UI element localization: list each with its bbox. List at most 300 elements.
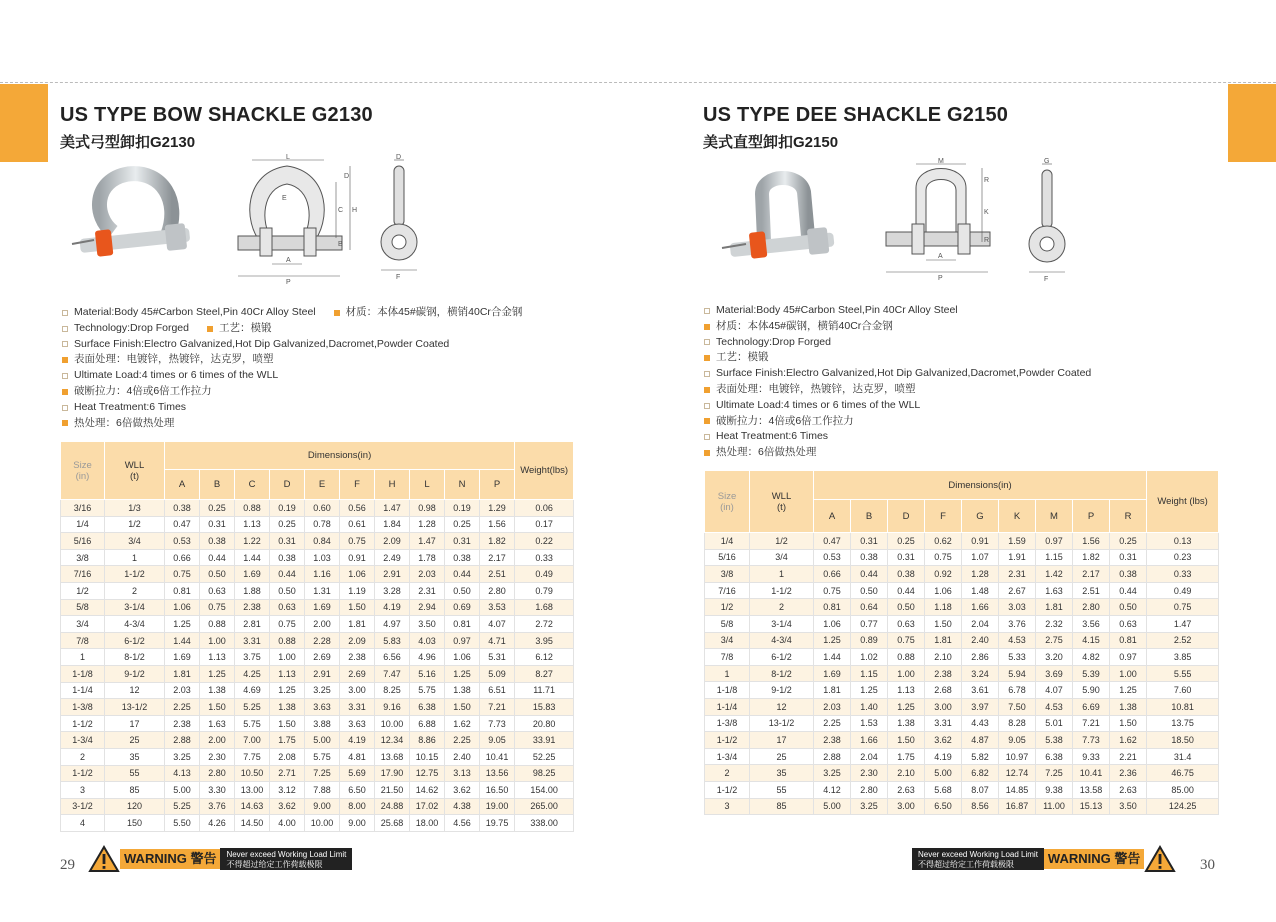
table-cell: 10.00 — [375, 715, 410, 732]
table-cell: 0.44 — [888, 582, 925, 599]
dimension-column-header: R — [1110, 500, 1147, 533]
page-subtitle: 美式弓型卸扣G2130 — [60, 134, 196, 151]
table-cell: 1-3/8 — [705, 715, 750, 732]
table-cell: 19.00 — [480, 798, 515, 815]
table-cell: 1.03 — [305, 549, 340, 566]
table-cell: 13.75 — [1147, 715, 1219, 732]
table-cell: 0.53 — [814, 549, 851, 566]
table-row — [705, 582, 1219, 599]
table-cell: 7.88 — [305, 782, 340, 799]
table-cell: 0.75 — [1147, 599, 1219, 616]
table-row — [705, 732, 1219, 749]
table-cell: 0.50 — [270, 582, 305, 599]
bullet-square-filled-icon — [334, 310, 340, 316]
table-cell: 12.74 — [999, 765, 1036, 782]
table-cell: 5.25 — [165, 798, 200, 815]
spec-text: Ultimate Load:4 times or 6 times of the WLL — [74, 369, 279, 382]
table-cell: 5.75 — [410, 682, 445, 699]
table-row — [61, 582, 574, 599]
table-cell: 1-1/2 — [705, 781, 750, 798]
table-cell: 20.80 — [515, 715, 574, 732]
table-cell: 0.75 — [814, 582, 851, 599]
table-cell: 1.81 — [1036, 599, 1073, 616]
page-number: 30 — [1200, 857, 1215, 873]
table-cell: 4.19 — [925, 748, 962, 765]
svg-text:F: F — [1044, 276, 1049, 283]
table-cell: 0.88 — [270, 632, 305, 649]
table-cell: 1 — [750, 566, 814, 583]
bullet-square-filled-icon — [62, 357, 68, 363]
table-cell: 2.67 — [999, 582, 1036, 599]
table-cell: 1.38 — [200, 682, 235, 699]
table-cell: 1/2 — [750, 533, 814, 550]
table-cell: 8.25 — [375, 682, 410, 699]
table-cell: 1.69 — [235, 566, 270, 583]
bullet-square-filled-icon — [62, 389, 68, 395]
dimension-column-header: C — [235, 470, 270, 500]
table-cell: 2 — [705, 765, 750, 782]
table-cell: 3.03 — [999, 599, 1036, 616]
table-cell: 2.80 — [851, 781, 888, 798]
table-cell: 5/16 — [61, 533, 105, 550]
table-cell: 2.32 — [1036, 615, 1073, 632]
table-cell: 1.38 — [270, 699, 305, 716]
table-cell: 1.13 — [200, 649, 235, 666]
table-row — [61, 533, 574, 550]
table-cell: 1.06 — [814, 615, 851, 632]
table-cell: 3.00 — [888, 798, 925, 815]
table-cell: 3.53 — [480, 599, 515, 616]
table-cell: 3.25 — [851, 798, 888, 815]
table-row — [61, 632, 574, 649]
spec-item — [62, 305, 522, 321]
table-row — [61, 500, 574, 517]
table-cell: 5.09 — [480, 665, 515, 682]
table-cell: 1 — [105, 549, 165, 566]
spec-item — [704, 414, 1091, 430]
dimension-column-header: E — [305, 470, 340, 500]
table-cell: 1.06 — [165, 599, 200, 616]
table-cell: 85 — [105, 782, 165, 799]
table-row — [61, 665, 574, 682]
dimension-column-header: A — [165, 470, 200, 500]
table-cell: 1-1/2 — [750, 582, 814, 599]
table-cell: 13.56 — [480, 765, 515, 782]
table-cell: 4.13 — [165, 765, 200, 782]
table-cell: 1/4 — [61, 516, 105, 533]
table-cell: 3.76 — [999, 615, 1036, 632]
table-cell: 10.15 — [410, 748, 445, 765]
weight-header: Weight (lbs) — [1147, 471, 1219, 533]
table-cell: 17.90 — [375, 765, 410, 782]
svg-text:H: H — [352, 207, 358, 214]
spec-text: 破断拉力：4倍或6倍工作拉力 — [74, 384, 212, 397]
table-cell: 3.88 — [305, 715, 340, 732]
table-cell: 2.63 — [1110, 781, 1147, 798]
table-row — [61, 765, 574, 782]
table-cell: 0.31 — [200, 516, 235, 533]
table-cell: 3.25 — [305, 682, 340, 699]
table-cell: 1.44 — [165, 632, 200, 649]
spec-item — [704, 350, 1091, 366]
table-cell: 0.38 — [200, 533, 235, 550]
table-cell: 3.30 — [200, 782, 235, 799]
table-cell: 1.13 — [888, 682, 925, 699]
table-row — [61, 699, 574, 716]
warning-triangle-icon — [1144, 845, 1176, 873]
table-cell: 5.75 — [235, 715, 270, 732]
spec-text: Ultimate Load:4 times or 6 times of the WLL — [716, 398, 921, 411]
dimension-column-header: A — [814, 500, 851, 533]
table-cell: 7.73 — [1073, 732, 1110, 749]
table-cell: 12.34 — [375, 732, 410, 749]
table-cell: 1.25 — [200, 665, 235, 682]
bullet-square-hollow-icon — [704, 434, 710, 440]
table-cell: 0.88 — [888, 649, 925, 666]
table-cell: 3.50 — [410, 616, 445, 633]
table-cell: 0.66 — [814, 566, 851, 583]
table-cell: 6.51 — [480, 682, 515, 699]
table-cell: 2.36 — [1110, 765, 1147, 782]
bullet-square-filled-icon — [704, 450, 710, 456]
table-cell: 2.86 — [962, 649, 999, 666]
table-cell: 2.88 — [814, 748, 851, 765]
table-cell: 3/4 — [705, 632, 750, 649]
table-cell: 13.00 — [235, 782, 270, 799]
table-cell: 1.62 — [1110, 732, 1147, 749]
spec-item — [62, 352, 522, 368]
table-cell: 2.10 — [925, 649, 962, 666]
table-cell: 31.4 — [1147, 748, 1219, 765]
spec-item — [704, 445, 1091, 461]
table-cell: 0.53 — [165, 533, 200, 550]
table-cell: 0.31 — [445, 533, 480, 550]
table-cell: 4.56 — [445, 815, 480, 832]
spec-item — [704, 335, 1091, 351]
dimension-column-header: N — [445, 470, 480, 500]
spec-text: 工艺：模锻 — [716, 351, 769, 364]
table-cell: 3.97 — [962, 698, 999, 715]
table-cell: 2 — [105, 582, 165, 599]
spec-item — [62, 337, 522, 353]
table-cell: 2.40 — [962, 632, 999, 649]
table-cell: 2.17 — [480, 549, 515, 566]
table-cell: 1.25 — [851, 682, 888, 699]
table-cell: 0.66 — [165, 549, 200, 566]
svg-text:D: D — [396, 154, 402, 161]
table-cell: 3.95 — [515, 632, 574, 649]
spec-list — [62, 305, 522, 431]
table-cell: 124.25 — [1147, 798, 1219, 815]
table-cell: 0.81 — [814, 599, 851, 616]
table-cell: 3.31 — [235, 632, 270, 649]
table-cell: 46.75 — [1147, 765, 1219, 782]
table-cell: 5/8 — [61, 599, 105, 616]
table-cell: 4.71 — [480, 632, 515, 649]
table-cell: 15.83 — [515, 699, 574, 716]
table-cell: 1.25 — [445, 665, 480, 682]
table-cell: 55 — [105, 765, 165, 782]
table-cell: 2.75 — [1036, 632, 1073, 649]
table-cell: 4.82 — [1073, 649, 1110, 666]
table-cell: 0.50 — [888, 599, 925, 616]
dimension-column-header: K — [999, 500, 1036, 533]
dimension-column-header: H — [375, 470, 410, 500]
spec-item — [704, 398, 1091, 414]
table-cell: 0.63 — [1110, 615, 1147, 632]
table-cell: 6.38 — [410, 699, 445, 716]
table-cell: 1/2 — [705, 599, 750, 616]
svg-text:R: R — [984, 177, 990, 184]
table-cell: 2.51 — [1073, 582, 1110, 599]
table-cell: 3 — [705, 798, 750, 815]
table-cell: 10.41 — [480, 748, 515, 765]
spec-pair — [334, 305, 523, 321]
table-row — [705, 748, 1219, 765]
table-cell: 3.25 — [814, 765, 851, 782]
table-row — [705, 566, 1219, 583]
table-cell: 4.87 — [962, 732, 999, 749]
table-cell: 3.62 — [270, 798, 305, 815]
table-row — [61, 649, 574, 666]
table-cell: 3.24 — [962, 665, 999, 682]
table-cell: 0.38 — [445, 549, 480, 566]
table-cell: 1-1/8 — [705, 682, 750, 699]
table-cell: 2.03 — [410, 566, 445, 583]
table-cell: 1.53 — [851, 715, 888, 732]
table-cell: 0.81 — [165, 582, 200, 599]
table-cell: 2.31 — [410, 582, 445, 599]
spec-text: Heat Treatment:6 Times — [74, 400, 187, 413]
table-cell: 1.50 — [200, 699, 235, 716]
table-cell: 11.00 — [1036, 798, 1073, 815]
table-cell: 2.94 — [410, 599, 445, 616]
table-cell: 4-3/4 — [750, 632, 814, 649]
table-cell: 0.44 — [1110, 582, 1147, 599]
table-cell: 4.15 — [1073, 632, 1110, 649]
spec-list — [704, 303, 1091, 461]
table-cell: 9.00 — [340, 815, 375, 832]
table-cell: 1.69 — [165, 649, 200, 666]
table-cell: 0.25 — [1110, 533, 1147, 550]
table-cell: 10.97 — [999, 748, 1036, 765]
table-row — [705, 549, 1219, 566]
table-cell: 0.61 — [340, 516, 375, 533]
table-cell: 2.10 — [888, 765, 925, 782]
table-cell: 5.25 — [235, 699, 270, 716]
table-cell: 0.31 — [270, 533, 305, 550]
table-cell: 25 — [105, 732, 165, 749]
table-cell: 5/8 — [705, 615, 750, 632]
spec-text: 热处理：6倍做热处理 — [716, 446, 817, 459]
table-cell: 3.31 — [340, 699, 375, 716]
warning-banner — [912, 845, 1176, 873]
table-cell: 1.00 — [1110, 665, 1147, 682]
table-cell: 14.63 — [235, 798, 270, 815]
table-cell: 52.25 — [515, 748, 574, 765]
table-cell: 7.73 — [480, 715, 515, 732]
table-cell: 1-1/2 — [705, 732, 750, 749]
table-cell: 1.88 — [235, 582, 270, 599]
table-cell: 0.31 — [888, 549, 925, 566]
table-cell: 0.75 — [340, 533, 375, 550]
table-cell: 18.00 — [410, 815, 445, 832]
table-cell: 1.44 — [814, 649, 851, 666]
table-row — [705, 665, 1219, 682]
warning-triangle-icon — [88, 845, 120, 873]
table-cell: 3.62 — [925, 732, 962, 749]
table-cell: 2.88 — [165, 732, 200, 749]
bow-shackle-photo — [68, 162, 208, 274]
right-page — [638, 0, 1276, 922]
table-cell: 9.05 — [480, 732, 515, 749]
table-cell: 7.00 — [235, 732, 270, 749]
table-row — [61, 815, 574, 832]
svg-text:C: C — [338, 207, 344, 214]
bullet-square-hollow-icon — [704, 308, 710, 314]
table-row — [705, 798, 1219, 815]
table-cell: 1.56 — [480, 516, 515, 533]
table-cell: 0.75 — [925, 549, 962, 566]
table-cell: 4.81 — [340, 748, 375, 765]
svg-text:L: L — [286, 154, 290, 161]
bullet-square-hollow-icon — [62, 310, 68, 316]
table-cell: 4.38 — [445, 798, 480, 815]
wll-header: WLL (t) — [105, 442, 165, 500]
table-cell: 11.71 — [515, 682, 574, 699]
table-cell: 2.25 — [814, 715, 851, 732]
table-cell: 0.60 — [305, 500, 340, 517]
table-cell: 1.69 — [305, 599, 340, 616]
page-number: 29 — [60, 857, 75, 873]
dimension-column-header: D — [270, 470, 305, 500]
table-cell: 3.75 — [235, 649, 270, 666]
spec-text: 表面处理：电镀锌，热镀锌，达克罗，喷塑 — [716, 382, 916, 395]
bullet-square-hollow-icon — [62, 405, 68, 411]
table-cell: 2.38 — [165, 715, 200, 732]
table-cell: 2.38 — [340, 649, 375, 666]
spec-item — [704, 303, 1091, 319]
svg-text:A: A — [286, 257, 291, 264]
table-cell: 4.53 — [1036, 698, 1073, 715]
table-cell: 3.00 — [340, 682, 375, 699]
table-cell: 1.15 — [1036, 549, 1073, 566]
table-cell: 3.13 — [445, 765, 480, 782]
spec-text: 破断拉力：4倍或6倍工作拉力 — [716, 414, 854, 427]
table-cell: 4.53 — [999, 632, 1036, 649]
table-cell: 5.01 — [1036, 715, 1073, 732]
table-row — [705, 765, 1219, 782]
table-cell: 1.50 — [1110, 715, 1147, 732]
bullet-square-filled-icon — [207, 326, 213, 332]
table-cell: 0.50 — [851, 582, 888, 599]
table-cell: 13-1/2 — [750, 715, 814, 732]
table-cell: 8.86 — [410, 732, 445, 749]
dimension-column-header: M — [1036, 500, 1073, 533]
table-cell: 0.97 — [1036, 533, 1073, 550]
table-cell: 0.38 — [165, 500, 200, 517]
table-cell: 3.69 — [1036, 665, 1073, 682]
bullet-square-filled-icon — [704, 355, 710, 361]
table-cell: 0.89 — [851, 632, 888, 649]
table-cell: 1.82 — [1073, 549, 1110, 566]
table-cell: 3.85 — [1147, 649, 1219, 666]
table-cell: 85 — [750, 798, 814, 815]
table-cell: 1.40 — [851, 698, 888, 715]
table-cell: 7.50 — [999, 698, 1036, 715]
table-cell: 1.29 — [480, 500, 515, 517]
table-row — [61, 715, 574, 732]
table-cell: 1 — [705, 665, 750, 682]
table-cell: 0.23 — [1147, 549, 1219, 566]
table-cell: 0.06 — [515, 500, 574, 517]
table-cell: 2.40 — [445, 748, 480, 765]
table-row — [705, 698, 1219, 715]
table-cell: 1.50 — [888, 732, 925, 749]
table-cell: 3.00 — [925, 698, 962, 715]
table-cell: 12 — [750, 698, 814, 715]
table-cell: 7.47 — [375, 665, 410, 682]
table-cell: 13-1/2 — [105, 699, 165, 716]
table-cell: 2.28 — [305, 632, 340, 649]
table-cell: 1.91 — [999, 549, 1036, 566]
table-cell: 1.50 — [340, 599, 375, 616]
table-cell: 1.28 — [962, 566, 999, 583]
table-cell: 1.63 — [1036, 582, 1073, 599]
table-cell: 2.69 — [340, 665, 375, 682]
table-cell: 13.68 — [375, 748, 410, 765]
table-cell: 3.25 — [165, 748, 200, 765]
spec-text: 材质：本体45#碳钢，横销40Cr合金钢 — [716, 319, 893, 332]
table-cell: 0.19 — [270, 500, 305, 517]
table-cell: 2.68 — [925, 682, 962, 699]
table-cell: 5.69 — [340, 765, 375, 782]
bullet-square-hollow-icon — [62, 373, 68, 379]
table-cell: 4.97 — [375, 616, 410, 633]
table-cell: 338.00 — [515, 815, 574, 832]
table-cell: 1-1/2 — [105, 566, 165, 583]
table-cell: 2.72 — [515, 616, 574, 633]
spec-item — [704, 429, 1091, 445]
table-cell: 0.33 — [515, 549, 574, 566]
table-cell: 9-1/2 — [750, 682, 814, 699]
bullet-square-hollow-icon — [704, 339, 710, 345]
table-cell: 0.44 — [851, 566, 888, 583]
table-row — [61, 732, 574, 749]
table-cell: 12.75 — [410, 765, 445, 782]
svg-text:B: B — [338, 241, 343, 248]
table-cell: 5.94 — [999, 665, 1036, 682]
dimension-column-header: G — [962, 500, 999, 533]
table-cell: 2.21 — [1110, 748, 1147, 765]
table-cell: 0.97 — [1110, 649, 1147, 666]
table-cell: 3 — [61, 782, 105, 799]
bullet-square-hollow-icon — [704, 403, 710, 409]
table-cell: 6-1/2 — [750, 649, 814, 666]
table-cell: 1.47 — [1147, 615, 1219, 632]
dee-shackle-side-diagram — [1024, 156, 1070, 284]
table-cell: 9.05 — [999, 732, 1036, 749]
table-cell: 2.31 — [999, 566, 1036, 583]
table-cell: 1.25 — [270, 682, 305, 699]
spec-item — [704, 319, 1091, 335]
table-cell: 9-1/2 — [105, 665, 165, 682]
table-cell: 1.00 — [270, 649, 305, 666]
table-cell: 2 — [61, 748, 105, 765]
spec-item — [704, 382, 1091, 398]
svg-text:K: K — [984, 209, 989, 216]
table-cell: 0.38 — [851, 549, 888, 566]
